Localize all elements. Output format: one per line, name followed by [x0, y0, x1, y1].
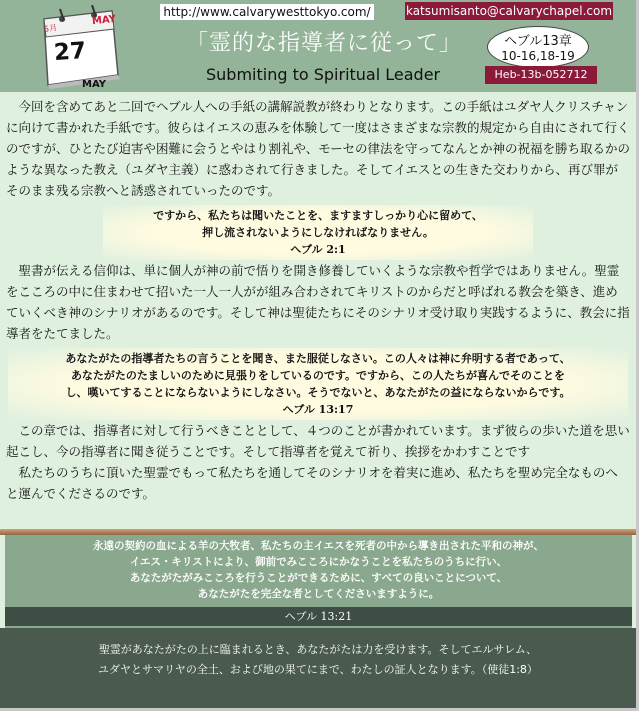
paragraph-chapter: この章では、指導者に対して行うべきこととして、４つのことが書かれています。まず彼らの歩いた道を思い起こし、今の指導者に聞き従うことです。そして指導者を覚えて祈り、挨拶をかわすことです: [6, 423, 630, 459]
paragraph-intro: 今回を含めてあと二回でヘブル人への手紙の講解説教が終わりとなります。この手紙はユダヤ人クリスチャンに向けて書かれた手紙です。彼らはイエスの恵みを体験して一度はさまざまな宗教的規定から自由にされて行くのですが、ひとたび迫害や困難に会うとやはり割礼や、モーセの律法を守ってなんとか神の祝福を勝ち取るかのような異なった教え（ユダヤ主義）に惑わされて行きました。そしてイエスとの生きた交わりから、再び罪がそのまま残る宗教へと誘惑されていったのです。: [6, 99, 631, 198]
quote-line: 押し流されないようにしなければなりません。: [202, 226, 434, 239]
header: [0, 0, 636, 92]
quote-line: あなたがたのたましいのために見張りをしているのです。ですから、この人たちが喜んでそのことを: [70, 369, 566, 382]
scripture-quote: [103, 205, 533, 260]
footer-verse: [0, 628, 636, 680]
footer-line: ユダヤとサマリヤの全土、および地の果てにまで、わたしの証人となります。（使徒1:8）: [98, 663, 538, 676]
footer: [0, 628, 636, 708]
quote-reference: ヘブル 2:1: [290, 243, 346, 256]
benediction-line: イエス・キリストにより、御前でみこころにかなうことを私たちのうちに行い、: [129, 556, 508, 568]
benediction-line: 永遠の契約の血による羊の大牧者、私たちの主イエスを死者の中から導き出された平和の神が、: [92, 540, 545, 552]
scripture-quote: [8, 348, 628, 420]
footer-line: 聖霊があなたがたの上に臨まれるとき、あなたがたは力を受けます。そしてエルサレム、: [98, 643, 538, 656]
quote-line: し、嘆いてすることにならないようにしなさい。そうでないと、あなたがたの益にならないからです。: [65, 386, 571, 399]
quote-line: ですから、私たちは聞いたことを、ますますしっかり心に留めて、: [153, 209, 483, 222]
calendar-day: 27: [53, 37, 87, 67]
quote-reference: ヘブル 13:17: [282, 403, 354, 416]
quote-line: あなたがたの指導者たちの言うことを聞き、また服従しなさい。この人々は神に弁明する者であって、: [65, 352, 571, 365]
calendar-month: MAY: [91, 13, 117, 28]
sermon-code: Heb-13b-052712: [485, 66, 597, 84]
email-link[interactable]: katsumisanto@calvarychapel.com: [405, 4, 613, 18]
paragraph-conclusion: 私たちのうちに頂いた聖霊でもって私たちを通してそのシナリオを着実に進め、私たちを聖め完全なものへと運んでくださるのです。: [6, 465, 618, 501]
sermon-title-en: Submiting to Spiritual Leader: [206, 65, 441, 84]
benediction-line: あなたがたがみこころを行うことができるために、すべての良いことについて、: [129, 572, 508, 584]
website-link[interactable]: http://www.calvarywesttokyo.com/: [160, 4, 374, 20]
sermon-title-jp: 「霊的な指導者に従って」: [186, 31, 463, 56]
benediction-reference: ヘブル 13:21: [5, 607, 632, 626]
calendar-month-label: MAY: [82, 79, 106, 90]
benediction-line: あなたがたを完全な者としてくださいますように。: [197, 588, 440, 600]
scripture-reference-badge: [487, 26, 589, 68]
calendar-month-jp: 5月: [43, 23, 58, 34]
calendar-icon: [34, 5, 124, 89]
sermon-body: [6, 96, 630, 504]
paragraph-faith: 聖書が伝える信仰は、単に個人が神の前で悟りを開き修養していくような宗教や哲学ではありません。聖霊をこころの中に住まわせて招いた一人一人がが組み合わされてキリストのからだと呼ばれる教会を築き、進めていくべき神のシナリオがあるのです。そして神は聖徒たちにそのシナリオ受け取り実践するように、教会に指導者をたてました。: [6, 263, 630, 341]
scripture-verses: 10-16,18-19: [501, 49, 575, 63]
scripture-book-chapter: ヘブル13章: [504, 34, 572, 49]
